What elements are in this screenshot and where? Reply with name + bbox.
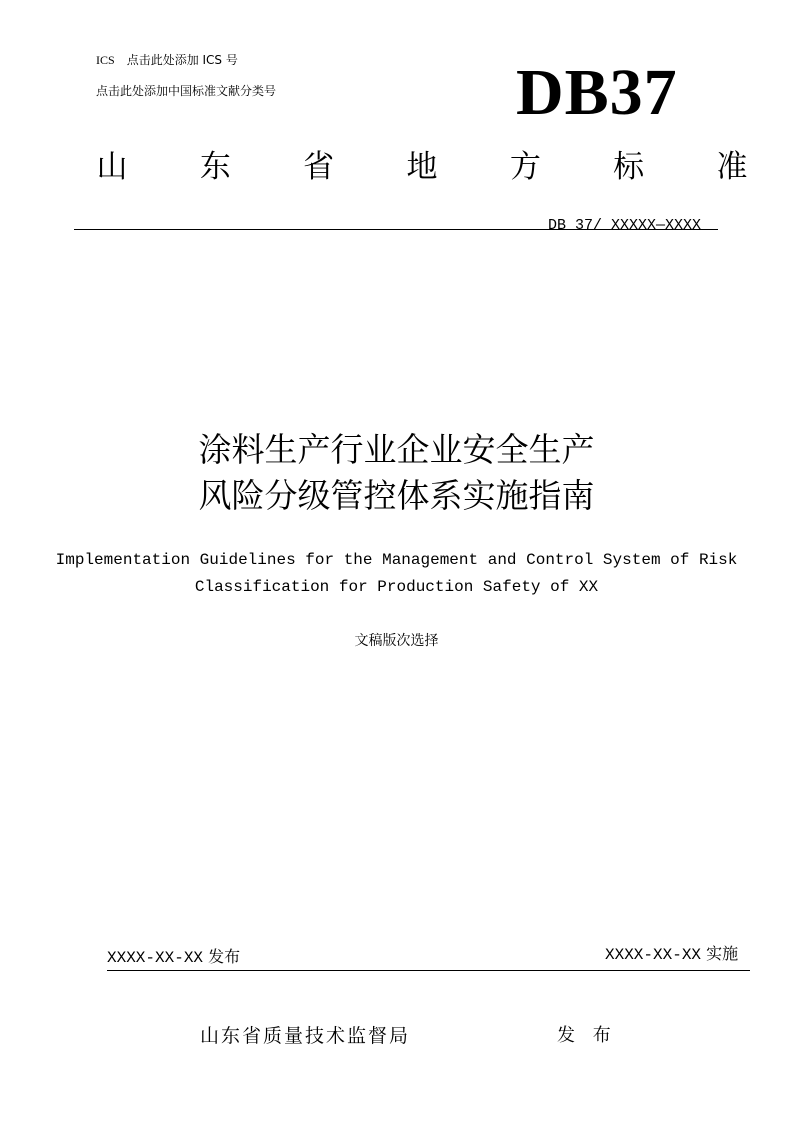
title-cn-line1: 涂料生产行业企业安全生产 — [198, 430, 595, 469]
standard-type-char: 东 — [199, 149, 231, 185]
issue-date — [107, 944, 240, 967]
standard-type-char: 方 — [509, 149, 541, 185]
ics-placeholder[interactable]: 点击此处添加 ICS 号 — [126, 53, 238, 67]
ccs-placeholder[interactable]: 点击此处添加中国标准文献分类号 — [96, 84, 277, 98]
header-rule — [74, 229, 718, 230]
standard-type-char: 山 — [96, 149, 128, 185]
title-en-line1: Implementation Guidelines for the Management and Control System of Risk — [55, 551, 738, 569]
db-code: DB37 — [516, 56, 678, 129]
standard-type-char: 省 — [303, 149, 335, 185]
ics-line — [96, 51, 238, 68]
publish-word: 发 布 — [557, 1025, 617, 1046]
standard-number: DB 37/ XXXXX—XXXX — [548, 217, 702, 234]
standard-type-char: 准 — [716, 149, 748, 185]
standard-type — [92, 149, 752, 185]
issue-label: 发布 — [208, 947, 241, 966]
draft-version-select[interactable]: 文稿版次选择 — [354, 633, 439, 649]
title-en-line2: Classification for Production Safety of XX — [194, 578, 599, 596]
implement-date — [605, 941, 738, 964]
implement-label: 实施 — [706, 944, 739, 963]
issue-date-value: XXXX-XX-XX — [107, 949, 204, 967]
publisher: 山东省质量技术监督局 — [200, 1025, 411, 1047]
standard-type-char: 地 — [406, 149, 438, 185]
ics-label: ICS — [96, 53, 115, 67]
implement-date-value: XXXX-XX-XX — [605, 946, 702, 964]
standard-type-char: 标 — [613, 149, 645, 185]
title-cn-line2: 风险分级管控体系实施指南 — [198, 476, 595, 515]
footer-rule — [107, 970, 750, 971]
